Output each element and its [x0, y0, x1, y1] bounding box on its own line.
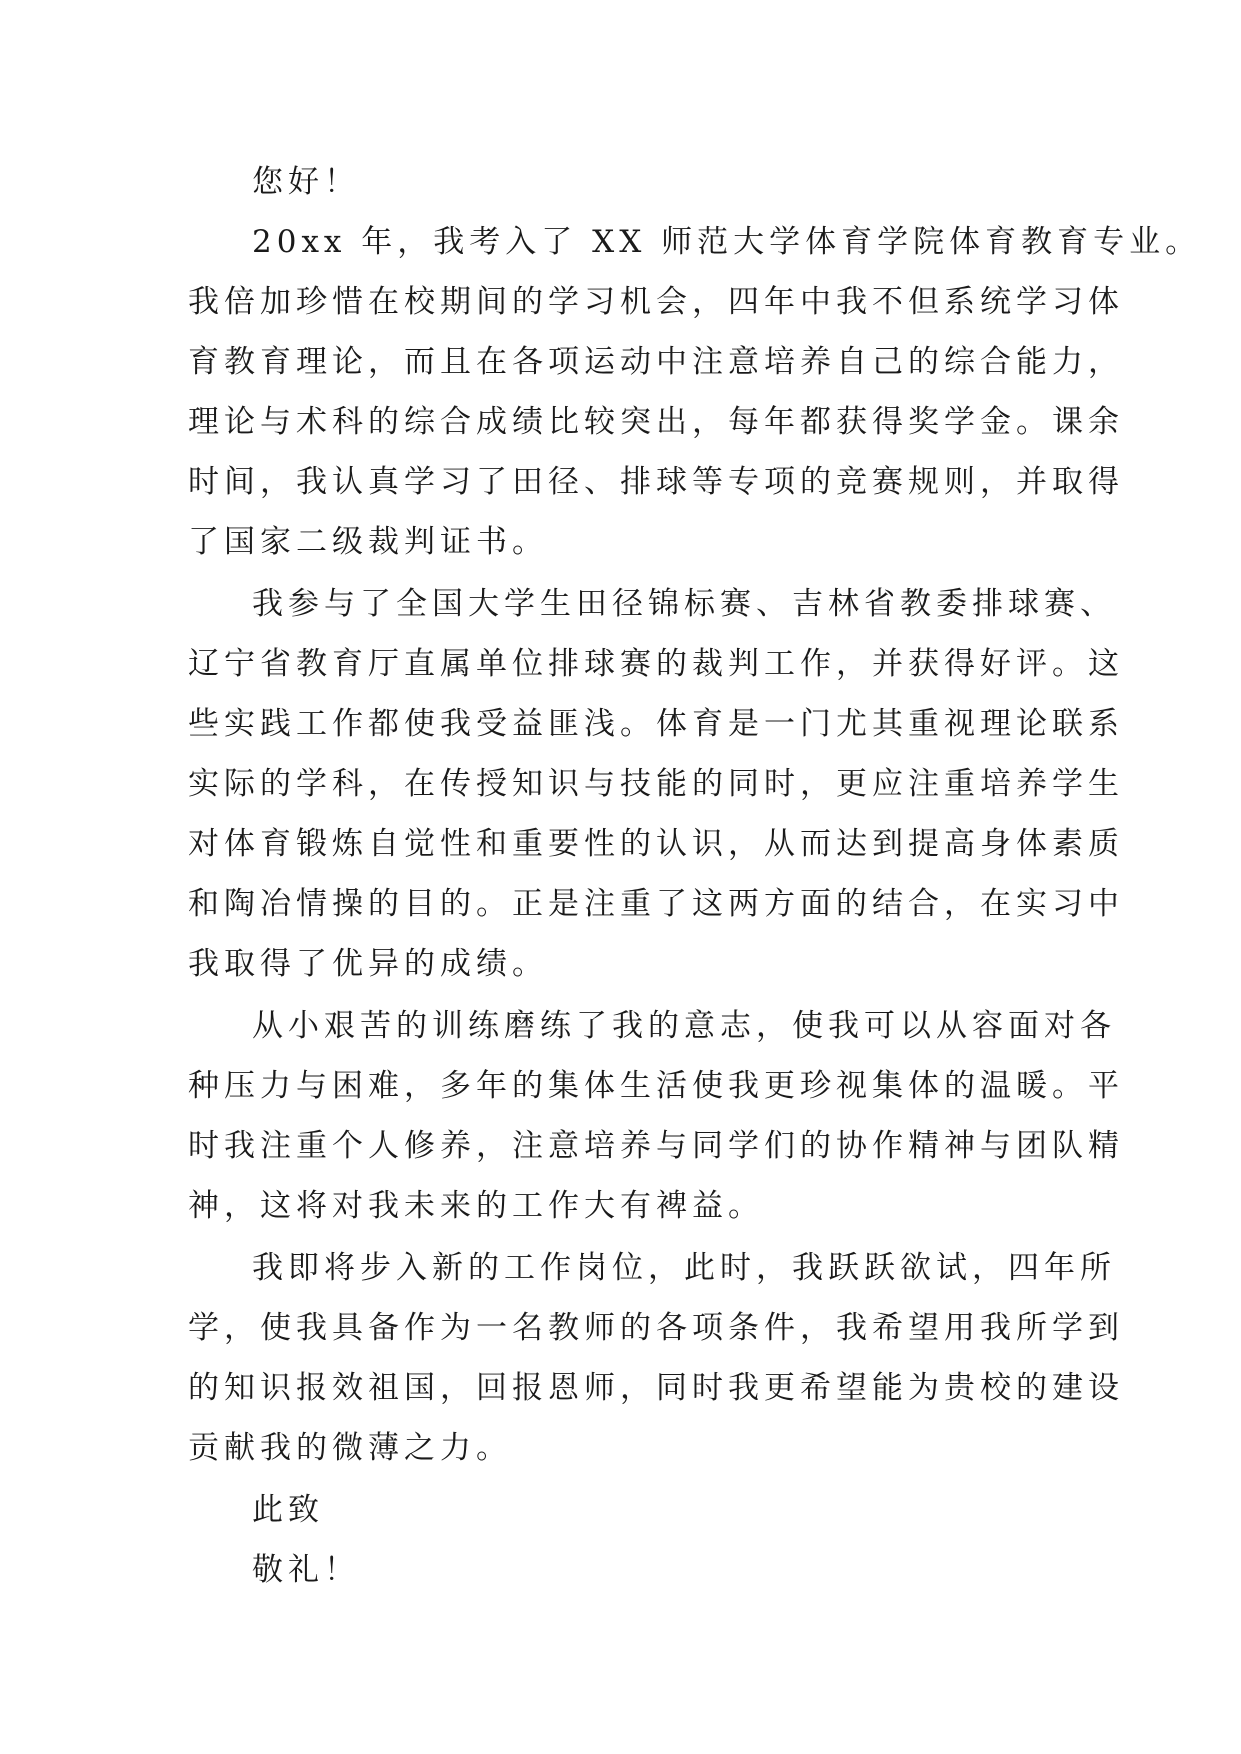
paragraph-3-line-2: 种压力与困难，多年的集体生活使我更珍视集体的温暖。平: [188, 1068, 1124, 1104]
paragraph-1-line-5: 时间，我认真学习了田径、排球等专项的竞赛规则，并取得: [188, 464, 1124, 500]
paragraph-2-line-4: 实际的学科，在传授知识与技能的同时，更应注重培养学生: [188, 766, 1124, 802]
paragraph-3-line-1: 从小艰苦的训练磨练了我的意志，使我可以从容面对各: [252, 1008, 1116, 1044]
salute-line: 敬礼！: [252, 1552, 360, 1588]
paragraph-2-line-5: 对体育锻炼自觉性和重要性的认识，从而达到提高身体素质: [188, 826, 1124, 862]
paragraph-1-line-4: 理论与术科的综合成绩比较突出，每年都获得奖学金。课余: [188, 404, 1124, 440]
paragraph-3-line-4: 神，这将对我未来的工作大有裨益。: [188, 1188, 764, 1224]
paragraph-4-line-1: 我即将步入新的工作岗位，此时，我跃跃欲试，四年所: [252, 1250, 1116, 1286]
paragraph-1-line-6: 了国家二级裁判证书。: [188, 524, 548, 560]
paragraph-2-line-1: 我参与了全国大学生田径锦标赛、吉林省教委排球赛、: [252, 586, 1116, 622]
greeting-line: 您好！: [252, 164, 360, 200]
paragraph-1-line-2: 我倍加珍惜在校期间的学习机会，四年中我不但系统学习体: [188, 284, 1124, 320]
paragraph-4-line-3: 的知识报效祖国，回报恩师，同时我更希望能为贵校的建设: [188, 1370, 1124, 1406]
paragraph-2-line-6: 和陶冶情操的目的。正是注重了这两方面的结合，在实习中: [188, 886, 1124, 922]
paragraph-4-line-2: 学，使我具备作为一名教师的各项条件，我希望用我所学到: [188, 1310, 1124, 1346]
paragraph-1-line-1: 20xx 年，我考入了 XX 师范大学体育学院体育教育专业。: [252, 224, 1202, 260]
paragraph-2-line-3: 些实践工作都使我受益匪浅。体育是一门尤其重视理论联系: [188, 706, 1124, 742]
paragraph-3-line-3: 时我注重个人修养，注意培养与同学们的协作精神与团队精: [188, 1128, 1124, 1164]
paragraph-1-line-3: 育教育理论，而且在各项运动中注意培养自己的综合能力，: [188, 344, 1124, 380]
closing-line: 此致: [252, 1492, 324, 1528]
paragraph-2-line-2: 辽宁省教育厅直属单位排球赛的裁判工作，并获得好评。这: [188, 646, 1124, 682]
paragraph-4-line-4: 贡献我的微薄之力。: [188, 1430, 512, 1466]
paragraph-2-line-7: 我取得了优异的成绩。: [188, 946, 548, 982]
